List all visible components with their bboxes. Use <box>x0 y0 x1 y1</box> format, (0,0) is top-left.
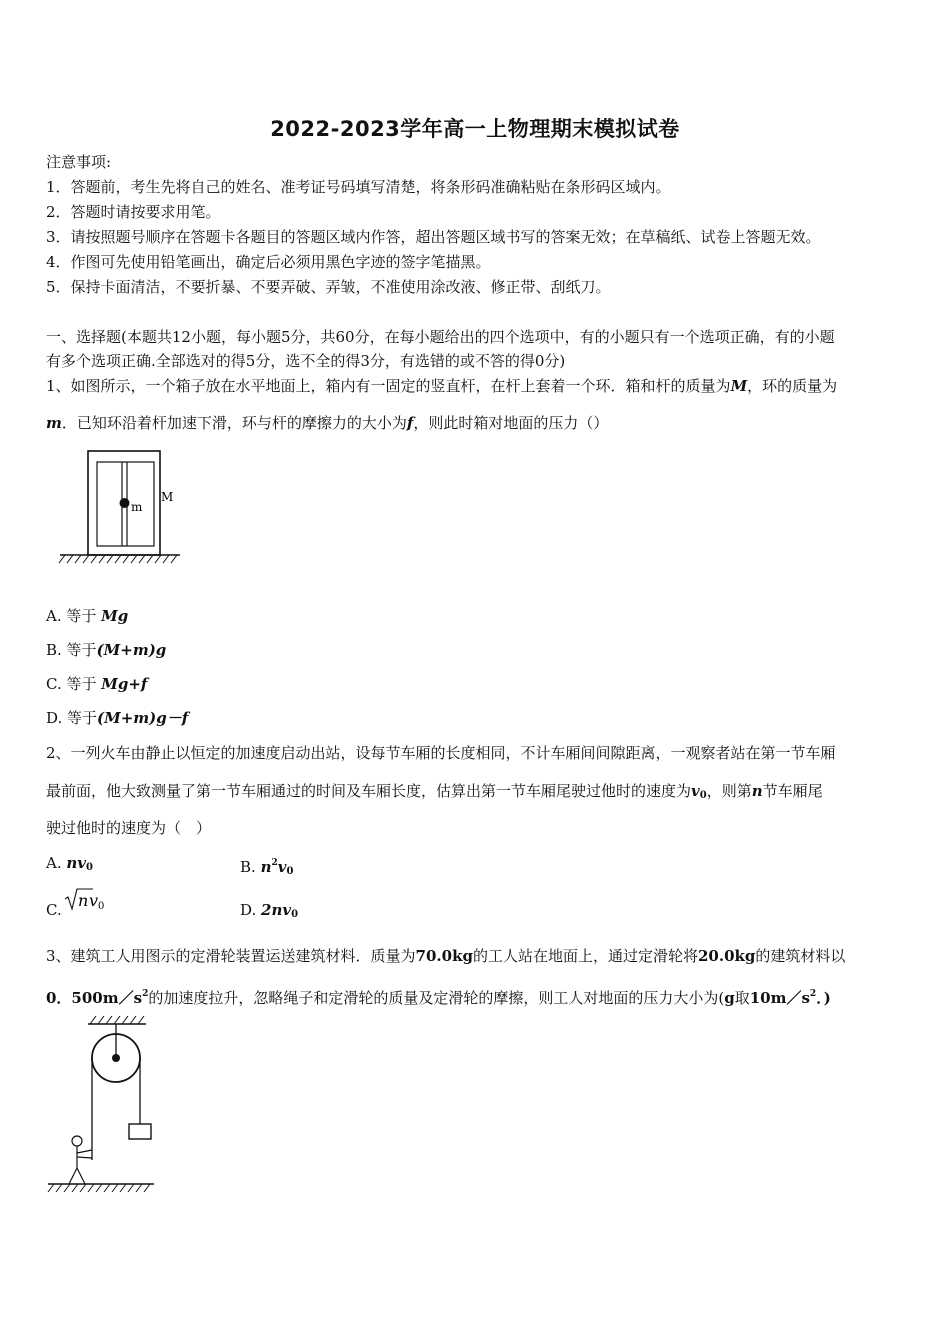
q2-var-v: v <box>691 782 700 800</box>
option-expr: Mg <box>101 607 129 625</box>
q3-text-f: ．) <box>816 989 831 1007</box>
q1-var-m: m <box>46 414 62 432</box>
q3-line-1 <box>46 946 845 966</box>
worker-head <box>72 1136 82 1146</box>
q1-var-M: M <box>730 377 748 395</box>
q1-line-1 <box>46 376 837 396</box>
option-expr: Mg+f <box>101 675 148 693</box>
option-prefix: D. 等于 <box>46 709 98 727</box>
option-expr: n <box>260 858 272 876</box>
q3-text-d: 的加速度拉升，忽略绳子和定滑轮的质量及定滑轮的摩擦，则工人对地面的压力大小为( <box>148 989 725 1007</box>
q3-mass-material: 20.0kg <box>697 947 756 965</box>
option-sub: 0 <box>286 866 294 877</box>
q2-line-3: 驶过他时的速度为（ ） <box>46 819 212 837</box>
section-line-2: 有多个选项正确.全部选对的得5分，选不全的得3分，有选错的或不答的得0分) <box>46 352 566 370</box>
label-M: M <box>161 490 174 504</box>
worker-arm-1 <box>77 1150 92 1153</box>
q2-line-1: 2、一列火车由静止以恒定的加速度启动出站，设每节车厢的长度相同，不计车厢间间隙距离，一观察者站在第一节车厢 <box>46 744 836 762</box>
q1-line-2 <box>46 413 608 433</box>
q3-text-e: 取 <box>734 989 750 1007</box>
q1-option-a[interactable] <box>46 606 128 626</box>
page-title: 2022-2023学年高一上物理期末模拟试卷 <box>270 117 680 141</box>
q1-var-f: f <box>406 414 414 432</box>
q2-option-d[interactable] <box>240 900 298 925</box>
option-sub: 0 <box>86 862 93 873</box>
q3-sup-2: 2 <box>809 989 817 999</box>
q1-text-c: ．已知环沿着杆加速下滑，环与杆的摩擦力的大小为 <box>61 414 407 432</box>
option-expr: 2nv <box>261 901 292 919</box>
q2-text-a: 最前面，他大致测量了第一节车厢通过的时间及车厢长度，估算出第一节车厢尾驶过他时的速度为 <box>46 782 692 800</box>
sqrt-n: n <box>78 891 89 910</box>
q1-option-d[interactable] <box>46 708 188 728</box>
load-box <box>129 1124 151 1139</box>
option-prefix: A. 等于 <box>46 607 102 625</box>
q3-g-value: 10m／s <box>749 989 810 1007</box>
notice-heading: 注意事项: <box>46 153 112 171</box>
q3-sup: 2 <box>142 989 149 999</box>
q2-option-c[interactable] <box>46 900 62 920</box>
q3-figure <box>44 1012 164 1197</box>
q1-option-b[interactable] <box>46 640 166 660</box>
option-prefix: D. <box>240 901 262 919</box>
sub-0: 0 <box>98 901 105 912</box>
section-line-1: 一、选择题(本题共12小题，每小题5分，共60分，在每小题给出的四个选项中，有的小题只有一个选项正确，有的小题 <box>46 328 835 346</box>
q3-text-c: 的建筑材料以 <box>755 947 846 965</box>
notice-item-4: 4．作图可先使用铅笔画出，确定后必须用黑色字迹的签字笔描黑。 <box>46 253 491 271</box>
notice-item-5: 5．保持卡面清洁，不要折暴、不要弄破、弄皱，不准使用涂改液、修正带、刮纸刀。 <box>46 278 611 296</box>
q3-text-b: 的工人站在地面上，通过定滑轮将 <box>472 947 698 965</box>
var-v: v <box>89 891 99 910</box>
notice-item-1: 1．答题前，考生先将自己的姓名、准考证号码填写清楚，将条形码准确粘贴在条形码区域内。 <box>46 178 671 196</box>
option-expr: (M+m)g <box>96 641 167 659</box>
notice-item-2: 2．答题时请按要求用笔。 <box>46 203 221 221</box>
q1-figure <box>55 445 195 575</box>
worker-leg-1 <box>69 1168 77 1184</box>
q3-mass-worker: 70.0kg <box>415 947 473 965</box>
q1-text-b: ，环的质量为 <box>747 377 838 395</box>
q2-var-n: n <box>751 782 763 800</box>
q2-option-b[interactable] <box>240 853 293 882</box>
q3-var-g: g <box>724 989 735 1007</box>
pulley-axle <box>112 1054 120 1062</box>
q1-option-c[interactable] <box>46 674 147 694</box>
ring <box>120 498 130 508</box>
q2-option-a[interactable] <box>46 853 93 878</box>
q3-text-a: 3、建筑工人用图示的定滑轮装置运送建筑材料．质量为 <box>46 947 416 965</box>
option-prefix: B. 等于 <box>46 641 97 659</box>
q2-sub-0: 0 <box>699 790 707 801</box>
q2-line-2 <box>46 781 823 806</box>
option-prefix: C. 等于 <box>46 675 102 693</box>
option-sup: 2 <box>271 858 278 868</box>
q1-text-d: ，则此时箱对地面的压力（） <box>413 414 609 432</box>
q3-line-2 <box>46 984 831 1008</box>
notice-item-3: 3．请按照题号顺序在答题卡各题目的答题区域内作答，超出答题区域书写的答案无效；在草稿纸、试卷上答题无效。 <box>46 228 821 246</box>
q2-text-b: ，则第 <box>706 782 752 800</box>
option-sub: 0 <box>291 909 299 920</box>
q1-text-a: 1、如图所示，一个箱子放在水平地面上，箱内有一固定的竖直杆，在杆上套着一个环．箱和杆的质量为 <box>46 377 731 395</box>
ceiling-hatch <box>90 1016 144 1024</box>
option-prefix: C. <box>46 901 62 919</box>
worker-arm-2 <box>77 1157 92 1158</box>
ground-hatch <box>59 555 177 563</box>
q2-option-c-sqrt <box>63 885 113 913</box>
option-expr: (M+m)g－f <box>97 709 189 727</box>
option-expr: nv <box>66 854 86 872</box>
label-m: m <box>131 500 143 514</box>
q2-text-c: 节车厢尾 <box>762 782 823 800</box>
ground-hatch <box>48 1184 150 1192</box>
option-prefix: B. <box>240 858 261 876</box>
q3-accel: 0．500m／s <box>46 989 143 1007</box>
worker-leg-2 <box>77 1168 85 1184</box>
option-var: v <box>277 858 287 876</box>
option-prefix: A. <box>46 854 67 872</box>
